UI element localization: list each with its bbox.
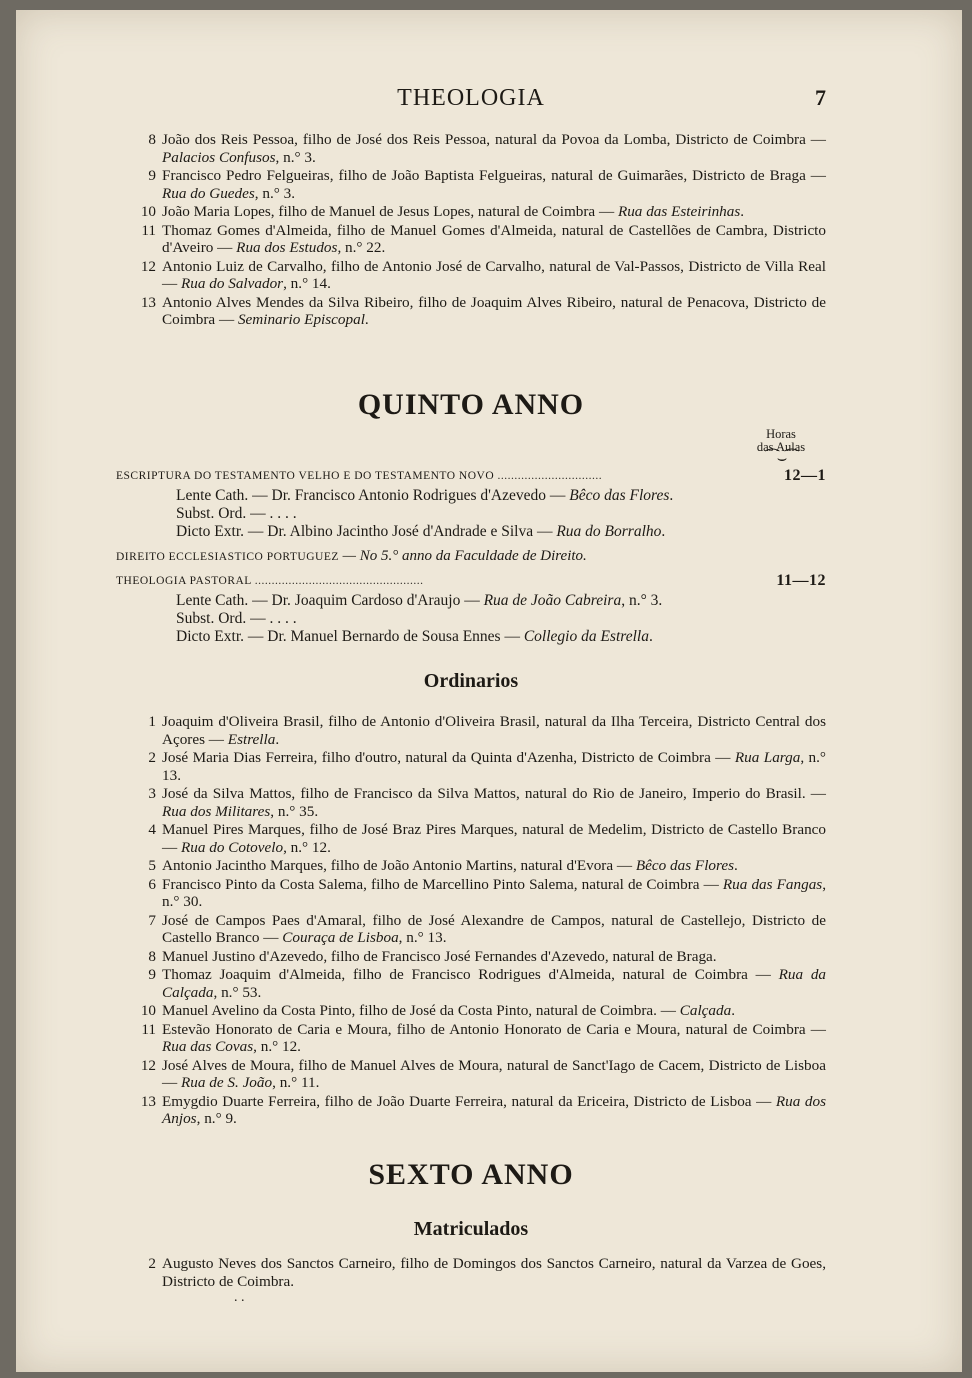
staff-tail: .: [648, 628, 653, 645]
entry-tail: .: [364, 311, 369, 328]
staff-line: [116, 487, 826, 505]
ordinario-entry: [116, 749, 826, 784]
course-name: THEOLOGIA PASTORAL: [116, 575, 252, 587]
student-entry: [116, 222, 826, 257]
course-name: ESCRIPTURA DO TESTAMENTO VELHO E DO TESTAMENTO NOVO: [116, 470, 495, 482]
entry-text: José Alves de Moura, filho de Manuel Alves de Moura, natural de Sanct'Iago de Cacem, Districto de Lisboa —: [162, 1056, 826, 1091]
entry-number: 11: [141, 221, 156, 239]
entry-text: Augusto Neves dos Sanctos Carneiro, filho de Domingos dos Sanctos Carneiro, natural da Varzea de Goes, Districto de Coimbra.: [162, 1255, 826, 1290]
entry-text: Antonio Alves Mendes da Silva Ribeiro, filho de Joaquim Alves Ribeiro, natural de Penacova, Districto de Coimbra —: [162, 293, 826, 328]
course-heading: [116, 545, 826, 567]
entry-tail: , n.° 3.: [275, 148, 316, 166]
staff-tail: .: [669, 487, 674, 504]
entry-number: 3: [148, 785, 156, 802]
entry-text: José da Silva Mattos, filho de Francisco da Silva Mattos, natural do Rio de Janeiro, Imperio do Brasil. —: [162, 785, 826, 802]
course-name: DIREITO ECCLESIASTICO PORTUGUEZ: [116, 551, 339, 563]
entry-tail: .: [734, 857, 738, 874]
hours-header-line2: das Aulas: [756, 440, 806, 454]
ordinario-entry: [116, 1057, 826, 1092]
staff-text: Dicto Extr. — Dr. Manuel Bernardo de Sousa Ennes —: [176, 628, 524, 645]
student-list-continued: [116, 131, 826, 330]
subsection-title-matriculados: Matriculados: [413, 1218, 529, 1240]
entry-tail: , n.° 35.: [270, 802, 319, 820]
staff-tail: .: [661, 523, 666, 540]
staff-address: Rua de João Cabreira: [483, 592, 622, 609]
staff-text: Subst. Ord. — . . . .: [176, 505, 297, 522]
running-title: THEOLOGIA: [397, 85, 545, 111]
entry-tail: , n.° 12.: [253, 1038, 301, 1055]
entry-tail: .: [275, 730, 280, 748]
entry-address: Estrella: [227, 730, 276, 748]
course-escriptura: [116, 465, 826, 541]
matriculados-list: [116, 1255, 826, 1291]
entry-address: Rua do Salvador: [180, 275, 284, 292]
entry-number: 2: [148, 749, 156, 766]
entry-number: 12: [140, 257, 156, 275]
entry-tail: , n.° 9.: [196, 1110, 237, 1127]
staff-text: Dicto Extr. — Dr. Albino Jacintho José d'Andrade e Silva —: [176, 523, 557, 540]
entry-text: José Maria Dias Ferreira, filho d'outro, natural da Quinta d'Azenha, Districto de Coimbra —: [162, 749, 735, 766]
entry-text: Antonio Luiz de Carvalho, filho de Antonio José de Carvalho, natural de Val-Passos, Districto de Villa Real —: [162, 257, 826, 292]
ordinario-entry: [116, 966, 826, 1001]
entry-tail: , n.° 12.: [283, 838, 331, 856]
entry-tail: , n.° 13.: [398, 929, 447, 946]
entry-address: Rua de S. João: [180, 1074, 273, 1091]
student-entry: [116, 294, 826, 329]
entry-number: 9: [148, 167, 156, 184]
entry-text: Thomaz Gomes d'Almeida, filho de Manuel Gomes d'Almeida, natural de Castellões de Cambra, Districto d'Aveiro —: [162, 221, 826, 256]
subsection-title-ordinarios: Ordinarios: [423, 670, 519, 692]
running-head: [116, 85, 826, 115]
entry-text: Francisco Pinto da Costa Salema, filho de Marcellino Pinto Salema, natural de Coimbra —: [162, 875, 723, 893]
staff-line: [116, 592, 826, 610]
staff-text: Lente Cath. — Dr. Francisco Antonio Rodrigues d'Azevedo —: [176, 487, 570, 504]
entry-number: 13: [140, 293, 156, 311]
book-page: [16, 10, 962, 1372]
entry-number: 8: [148, 131, 156, 148]
entry-text: Emygdio Duarte Ferreira, filho de João Duarte Ferreira, natural da Ericeira, Districto de Lisboa —: [162, 1092, 776, 1110]
student-entry: [116, 203, 826, 221]
entry-address: Rua das Fangas: [722, 875, 823, 893]
staff-tail: , n.° 3.: [621, 592, 663, 609]
entry-text: João dos Reis Pessoa, filho de José dos Reis Pessoa, natural da Povoa da Lomba, Districto de Coimbra —: [162, 131, 826, 148]
entry-text: Thomaz Joaquim d'Almeida, filho de Francisco Rodrigues d'Almeida, natural de Coimbra —: [162, 966, 779, 983]
entry-address: Rua das Covas: [162, 1038, 254, 1055]
brace-ornament: ⁀⌣⁀: [765, 450, 797, 467]
entry-number: 12: [140, 1056, 156, 1074]
entry-text: José de Campos Paes d'Amaral, filho de José Alexandre de Campos, natural de Castellejo, Districto de Castello Branco —: [162, 911, 826, 946]
entry-text: Francisco Pedro Felgueiras, filho de João Baptista Felgueiras, natural de Guimarães, Districto de Braga —: [162, 167, 826, 184]
entry-number: 10: [140, 1002, 156, 1019]
entry-number: 11: [141, 1020, 156, 1038]
ordinario-entry: [116, 785, 826, 820]
entry-address: Rua dos Estudos: [236, 239, 338, 256]
ordinario-entry: [116, 857, 826, 875]
hours-header-line1: Horas: [766, 427, 796, 441]
entry-address: Rua das Esteirinhas: [617, 203, 741, 220]
entry-tail: , n.° 11.: [272, 1074, 320, 1091]
entry-number: 5: [148, 857, 156, 874]
entry-tail: .: [731, 1002, 735, 1019]
leader-dots: ..................................................: [251, 575, 424, 587]
student-entry: [116, 167, 826, 202]
entry-text: Joaquim d'Oliveira Brasil, filho de Antonio d'Oliveira Brasil, natural da Ilha Terceira, Districto Central dos Açores —: [162, 713, 826, 748]
course-heading: [116, 465, 826, 487]
staff-text: Subst. Ord. — . . . .: [176, 610, 297, 627]
ordinario-entry: [116, 713, 826, 748]
entry-tail: , n.° 22.: [337, 239, 386, 256]
entry-address: Seminario Episcopal: [237, 311, 365, 328]
entry-address: Rua da Calçada: [162, 966, 827, 1001]
leader-dots: ...............................: [494, 470, 603, 482]
entry-number: 8: [148, 947, 156, 965]
course-heading: [116, 570, 826, 592]
student-entry: [116, 258, 826, 293]
entry-address: Rua dos Anjos: [162, 1092, 826, 1127]
entry-tail: .: [740, 203, 745, 220]
entry-number: 1: [148, 713, 156, 730]
section-title-sexto-anno: SEXTO ANNO: [368, 1158, 574, 1191]
entry-number: 4: [148, 821, 156, 838]
staff-address: Rua do Borralho: [556, 523, 662, 540]
course-direito-ecclesiastico: [116, 545, 826, 567]
ordinario-entry: [116, 948, 826, 966]
staff-line: [116, 505, 826, 523]
staff-line: [116, 628, 826, 646]
course-hours: 12—1: [784, 467, 826, 484]
entry-address: Palacios Confusos: [162, 148, 276, 166]
student-entry: [116, 131, 826, 166]
entry-text: Manuel Pires Marques, filho de José Braz Pires Marques, natural de Medelim, Districto de Castello Branco —: [162, 821, 826, 856]
entry-text: Manuel Justino d'Azevedo, filho de Francisco José Fernandes d'Azevedo, natural de Braga.: [162, 947, 717, 965]
entry-text: Estevão Honorato de Caria e Moura, filho de Antonio Honorato de Caria e Moura, natural de Coimbra —: [162, 1020, 826, 1038]
entry-address: Rua do Guedes: [162, 184, 255, 202]
entry-number: 2: [148, 1255, 156, 1272]
entry-tail: , n.° 30.: [162, 875, 826, 910]
entry-address: Couraça de Lisboa: [282, 929, 399, 946]
ordinarios-list: [116, 713, 826, 1129]
page-number: 7: [815, 85, 826, 110]
entry-number: 9: [148, 966, 156, 983]
entry-tail: , n.° 14.: [283, 275, 331, 292]
entry-number: 10: [140, 203, 156, 220]
entry-address: Calçada: [679, 1002, 732, 1019]
entry-text: Manuel Avelino da Costa Pinto, filho de José da Costa Pinto, natural de Coimbra. —: [162, 1002, 680, 1019]
entry-tail: , n.° 3.: [254, 184, 296, 202]
ordinario-entry: [116, 912, 826, 947]
entry-text: João Maria Lopes, filho de Manuel de Jesus Lopes, natural de Coimbra —: [162, 203, 618, 220]
matriculado-entry: [116, 1255, 826, 1290]
ordinario-entry: [116, 1002, 826, 1020]
section-title-quinto-anno: QUINTO ANNO: [357, 388, 585, 421]
course-note: — No 5.° anno da Faculdade de Direito.: [338, 548, 587, 564]
trailing-marks: . .: [234, 1290, 245, 1305]
hours-column-header: [736, 427, 826, 467]
staff-line: [116, 523, 826, 541]
staff-address: Bêco das Flores: [569, 487, 670, 504]
entry-address: Rua do Cotovelo: [180, 838, 284, 856]
entry-number: 7: [148, 911, 156, 929]
course-hours: 11—12: [776, 572, 826, 589]
entry-address: Rua dos Militares: [162, 802, 271, 820]
entry-tail: , n.° 13.: [162, 749, 826, 784]
staff-address: Collegio da Estrella: [523, 628, 649, 645]
entry-number: 13: [140, 1092, 156, 1110]
entry-number: 6: [148, 875, 156, 893]
entry-tail: , n.° 53.: [213, 983, 262, 1001]
course-theologia-pastoral: [116, 570, 826, 646]
entry-text: Antonio Jacintho Marques, filho de João Antonio Martins, natural d'Evora —: [162, 857, 636, 874]
ordinario-entry: [116, 821, 826, 856]
ordinario-entry: [116, 1093, 826, 1128]
ordinario-entry: [116, 876, 826, 911]
staff-text: Lente Cath. — Dr. Joaquim Cardoso d'Araujo —: [176, 592, 484, 609]
staff-line: [116, 610, 826, 628]
entry-address: Rua Larga: [734, 749, 801, 766]
entry-address: Bêco das Flores: [635, 857, 735, 874]
ordinario-entry: [116, 1021, 826, 1056]
